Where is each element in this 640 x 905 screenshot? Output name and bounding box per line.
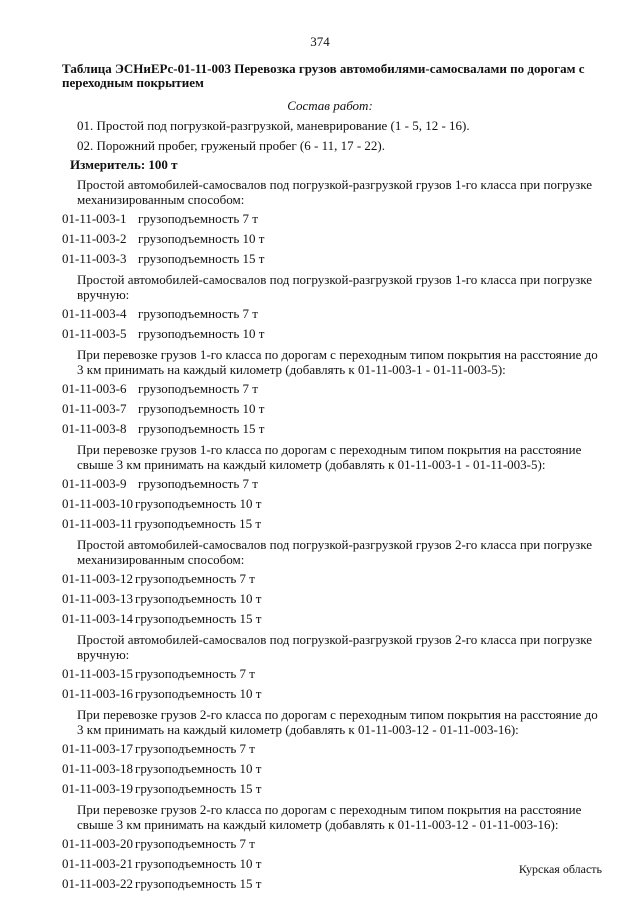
norm-row <box>62 739 640 759</box>
norm-code: 01-11-003-13 <box>62 591 134 606</box>
norm-code: 01-11-003-19 <box>62 781 134 796</box>
table-title: Таблица ЭСНиЕРс-01-11-003 Перевозка грузов автомобилями-самосвалами по дорогам с переходным покрытием <box>62 61 585 90</box>
norm-description: грузоподъемность 7 т <box>135 741 255 756</box>
norm-code: 01-11-003-1 <box>62 211 127 226</box>
group-heading: При перевозке грузов 2-го класса по дорогам с переходным типом покрытия на расстояние до 3 км принимать на каждый километр (добавлять к 01-11-003-12 - 01-11-003-16): <box>77 707 598 737</box>
norm-description: грузоподъемность 7 т <box>138 381 258 396</box>
norm-row <box>62 494 640 514</box>
norm-code: 01-11-003-11 <box>62 516 133 531</box>
norm-description: грузоподъемность 7 т <box>138 306 258 321</box>
norm-row <box>62 209 640 229</box>
footer-region: Курская область <box>518 862 602 876</box>
norm-code: 01-11-003-8 <box>62 421 127 436</box>
norm-row <box>62 249 640 269</box>
norm-code: 01-11-003-17 <box>62 741 134 756</box>
norm-code: 01-11-003-16 <box>62 686 134 701</box>
group-heading: При перевозке грузов 2-го класса по дорогам с переходным типом покрытия на расстояние свыше 3 км принимать на каждый километр (добавлять к 01-11-003-12 - 01-11-003-16): <box>77 802 582 832</box>
norm-description: грузоподъемность 7 т <box>135 571 255 586</box>
norm-code: 01-11-003-7 <box>62 401 127 416</box>
norm-description: грузоподъемность 7 т <box>135 666 255 681</box>
norm-description: грузоподъемность 15 т <box>135 876 262 891</box>
norm-row <box>62 324 640 344</box>
norm-description: грузоподъемность 10 т <box>138 326 265 341</box>
group-heading: При перевозке грузов 1-го класса по дорогам с переходным типом покрытия на расстояние свыше 3 км принимать на каждый километр (добавлять к 01-11-003-1 - 01-11-003-5): <box>77 442 582 472</box>
norm-row <box>62 874 640 894</box>
norm-description: грузоподъемность 15 т <box>138 421 265 436</box>
norm-description: грузоподъемность 10 т <box>135 686 262 701</box>
work-item: 01. Простой под погрузкой-разгрузкой, маневрирование (1 - 5, 12 - 16). <box>77 118 470 133</box>
norm-description: грузоподъемность 15 т <box>135 611 262 626</box>
norm-description: грузоподъемность 15 т <box>135 781 262 796</box>
norm-code: 01-11-003-20 <box>62 836 134 851</box>
norm-code: 01-11-003-15 <box>62 666 134 681</box>
norm-code: 01-11-003-22 <box>62 876 134 891</box>
group-heading: Простой автомобилей-самосвалов под погрузкой-разгрузкой грузов 1-го класса при погрузке вручную: <box>77 272 593 302</box>
norm-description: грузоподъемность 10 т <box>138 231 265 246</box>
norm-code: 01-11-003-14 <box>62 611 134 626</box>
norm-groups <box>0 177 640 894</box>
measure-unit: Измеритель: 100 т <box>70 157 178 172</box>
norm-code: 01-11-003-12 <box>62 571 134 586</box>
norm-code: 01-11-003-18 <box>62 761 134 776</box>
work-item: 02. Порожний пробег, груженый пробег (6 - 11, 17 - 22). <box>77 138 386 153</box>
norm-code: 01-11-003-4 <box>62 306 127 321</box>
norm-row <box>62 589 640 609</box>
norm-code: 01-11-003-9 <box>62 476 127 491</box>
norm-description: грузоподъемность 10 т <box>135 496 262 511</box>
group-heading: Простой автомобилей-самосвалов под погрузкой-разгрузкой грузов 2-го класса при погрузке механизированным способом: <box>77 537 593 567</box>
norm-code: 01-11-003-3 <box>62 251 127 266</box>
norm-code: 01-11-003-5 <box>62 326 127 341</box>
norm-code: 01-11-003-6 <box>62 381 127 396</box>
norm-row <box>62 514 640 534</box>
page-number: 374 <box>310 34 330 49</box>
norm-row <box>62 304 640 324</box>
norm-row <box>62 834 640 854</box>
norm-row <box>62 399 640 419</box>
norm-code: 01-11-003-21 <box>62 856 134 871</box>
norm-row <box>62 229 640 249</box>
norm-row <box>62 779 640 799</box>
composition-heading: Состав работ: <box>287 98 373 113</box>
document-body <box>0 96 640 894</box>
norm-description: грузоподъемность 7 т <box>135 836 255 851</box>
norm-description: грузоподъемность 7 т <box>138 211 258 226</box>
norm-description: грузоподъемность 15 т <box>138 251 265 266</box>
norm-code: 01-11-003-2 <box>62 231 127 246</box>
norm-row <box>62 759 640 779</box>
norm-row <box>62 664 640 684</box>
group-heading: Простой автомобилей-самосвалов под погрузкой-разгрузкой грузов 2-го класса при погрузке вручную: <box>77 632 593 662</box>
norm-row <box>62 379 640 399</box>
group-heading: При перевозке грузов 1-го класса по дорогам с переходным типом покрытия на расстояние до 3 км принимать на каждый километр (добавлять к 01-11-003-1 - 01-11-003-5): <box>77 347 598 377</box>
norm-description: грузоподъемность 10 т <box>135 761 262 776</box>
group-heading: Простой автомобилей-самосвалов под погрузкой-разгрузкой грузов 1-го класса при погрузке механизированным способом: <box>77 177 593 207</box>
norm-description: грузоподъемность 15 т <box>134 516 262 531</box>
norm-row <box>62 569 640 589</box>
norm-code: 01-11-003-10 <box>62 496 134 511</box>
norm-description: грузоподъемность 10 т <box>135 591 262 606</box>
norm-row <box>62 609 640 629</box>
norm-row <box>62 419 640 439</box>
norm-description: грузоподъемность 10 т <box>135 856 262 871</box>
norm-description: грузоподъемность 7 т <box>138 476 258 491</box>
norm-description: грузоподъемность 10 т <box>138 401 265 416</box>
norm-row <box>62 684 640 704</box>
norm-row <box>62 474 640 494</box>
